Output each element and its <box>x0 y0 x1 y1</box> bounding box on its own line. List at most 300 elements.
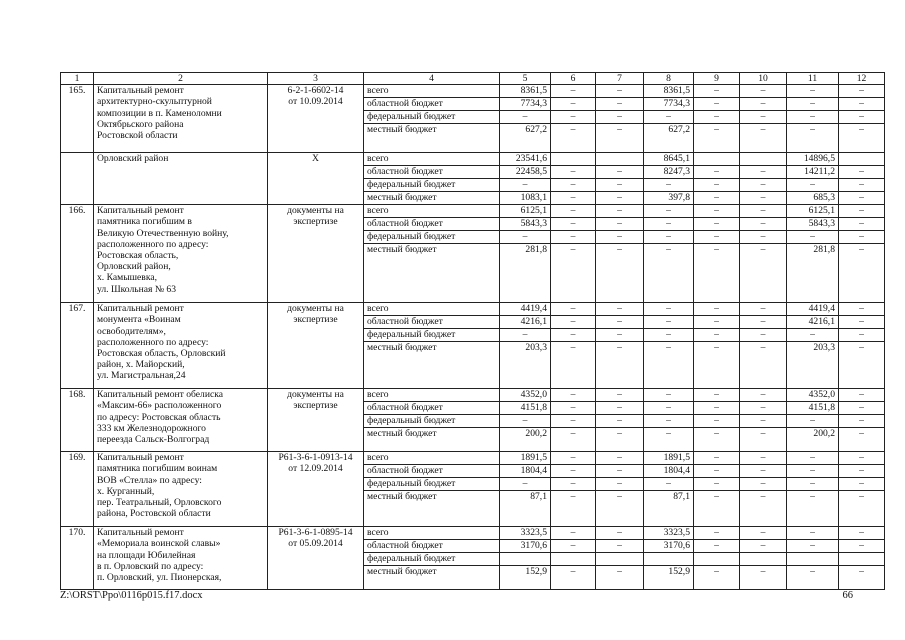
object-name-line: Капитальный ремонт <box>97 85 184 97</box>
amount-cell: – <box>596 124 644 153</box>
object-name <box>94 153 268 205</box>
expertise-document-line: от 10.09.2014 <box>288 96 343 108</box>
amount-cell: – <box>740 452 787 465</box>
amount-cell: – <box>694 85 740 98</box>
amount-cell: – <box>596 316 644 329</box>
amount-cell <box>500 553 551 566</box>
amount-cell: – <box>644 478 694 491</box>
budget-source: местный бюджет <box>364 124 500 153</box>
amount-cell: – <box>644 402 694 415</box>
amount-cell: – <box>839 124 885 153</box>
amount-cell: 4151,8 <box>500 402 551 415</box>
expertise-document-line: экспертизе <box>293 314 338 326</box>
amount-cell: – <box>551 389 596 402</box>
amount-cell: – <box>596 465 644 478</box>
amount-cell: – <box>551 428 596 452</box>
amount-cell: – <box>644 244 694 303</box>
amount-cell: – <box>839 566 885 590</box>
amount-cell: 3170,6 <box>500 540 551 553</box>
budget-source: местный бюджет <box>364 244 500 303</box>
amount-cell <box>694 553 740 566</box>
amount-cell: 1891,5 <box>500 452 551 465</box>
amount-cell: – <box>694 566 740 590</box>
amount-cell: – <box>694 231 740 244</box>
budget-source: местный бюджет <box>364 566 500 590</box>
object-name-line: Орловский район, <box>97 261 171 273</box>
amount-cell: – <box>551 205 596 218</box>
amount-cell: 1891,5 <box>644 452 694 465</box>
amount-cell: 14896,5 <box>787 153 839 166</box>
expertise-document-line: документы на <box>287 205 344 217</box>
amount-cell <box>839 153 885 166</box>
amount-cell: – <box>551 415 596 428</box>
amount-cell: – <box>740 231 787 244</box>
amount-cell: – <box>694 540 740 553</box>
budget-source: федеральный бюджет <box>364 329 500 342</box>
column-number-header: 7 <box>596 73 644 85</box>
amount-cell: – <box>644 415 694 428</box>
expertise-document-line: Р61-3-6-1-0913-14 <box>278 452 353 464</box>
column-number-header: 3 <box>268 73 364 85</box>
amount-cell: – <box>596 428 644 452</box>
object-name-line: Капитальный ремонт <box>97 303 184 315</box>
amount-cell: – <box>596 389 644 402</box>
amount-cell: 281,8 <box>787 244 839 303</box>
amount-cell: – <box>644 205 694 218</box>
amount-cell: 5843,3 <box>500 218 551 231</box>
object-name-line: Ростовская область, Орловский <box>97 348 226 360</box>
amount-cell: – <box>839 465 885 478</box>
amount-cell: – <box>596 527 644 540</box>
expertise-document <box>268 205 364 303</box>
amount-cell: 7734,3 <box>500 98 551 111</box>
footer-page-number: 66 <box>842 590 853 601</box>
amount-cell: – <box>551 491 596 527</box>
amount-cell: – <box>787 465 839 478</box>
amount-cell: – <box>740 124 787 153</box>
amount-cell: – <box>644 389 694 402</box>
amount-cell: – <box>551 527 596 540</box>
expertise-document-line: Р61-3-6-1-0895-14 <box>278 527 353 539</box>
amount-cell: – <box>839 402 885 415</box>
amount-cell: – <box>551 111 596 124</box>
amount-cell: – <box>694 342 740 389</box>
object-name-line: расположенного по адресу: <box>97 238 209 250</box>
column-number-header: 11 <box>787 73 839 85</box>
amount-cell: – <box>740 111 787 124</box>
column-number-header: 10 <box>740 73 787 85</box>
amount-cell: – <box>644 316 694 329</box>
object-name-line: «Максим-66» расположенного <box>97 400 222 412</box>
expertise-document <box>268 85 364 153</box>
amount-cell: 6125,1 <box>500 205 551 218</box>
amount-cell: – <box>500 478 551 491</box>
object-name-line: 333 км Железнодорожного <box>97 422 206 434</box>
object-name-line: ул. Магистральная,24 <box>97 370 186 382</box>
amount-cell: – <box>839 342 885 389</box>
object-name-line: ул. Школьная № 63 <box>97 283 176 295</box>
amount-cell: – <box>644 231 694 244</box>
amount-cell: 8247,3 <box>644 166 694 179</box>
column-number-header: 2 <box>94 73 268 85</box>
object-name <box>94 205 268 303</box>
amount-cell <box>787 553 839 566</box>
column-number-header: 12 <box>839 73 885 85</box>
amount-cell: – <box>596 98 644 111</box>
amount-cell: – <box>596 166 644 179</box>
amount-cell: – <box>839 166 885 179</box>
amount-cell: – <box>644 179 694 192</box>
amount-cell: – <box>596 205 644 218</box>
expertise-document <box>268 452 364 527</box>
budget-source: федеральный бюджет <box>364 231 500 244</box>
amount-cell: – <box>839 415 885 428</box>
amount-cell: – <box>787 415 839 428</box>
budget-source: областной бюджет <box>364 98 500 111</box>
amount-cell: – <box>551 124 596 153</box>
amount-cell: 200,2 <box>500 428 551 452</box>
amount-cell: 1083,1 <box>500 192 551 205</box>
amount-cell: 5843,3 <box>787 218 839 231</box>
amount-cell: – <box>740 303 787 316</box>
amount-cell: – <box>644 342 694 389</box>
amount-cell: – <box>551 166 596 179</box>
expertise-document <box>268 527 364 590</box>
row-number: 168. <box>61 389 94 452</box>
amount-cell: – <box>839 540 885 553</box>
object-name-line: ВОВ «Стелла» по адресу: <box>97 474 202 486</box>
budget-source: областной бюджет <box>364 402 500 415</box>
amount-cell: – <box>551 303 596 316</box>
amount-cell: – <box>596 566 644 590</box>
amount-cell: – <box>596 111 644 124</box>
amount-cell: 4419,4 <box>787 303 839 316</box>
amount-cell: – <box>551 179 596 192</box>
amount-cell: – <box>787 540 839 553</box>
amount-cell: – <box>787 478 839 491</box>
object-name <box>94 85 268 153</box>
amount-cell: – <box>787 179 839 192</box>
budget-source: всего <box>364 205 500 218</box>
row-number: 169. <box>61 452 94 527</box>
amount-cell: – <box>839 85 885 98</box>
expertise-document-line: Х <box>312 153 319 165</box>
amount-cell: 627,2 <box>500 124 551 153</box>
row-number <box>61 153 94 205</box>
object-name <box>94 389 268 452</box>
amount-cell: – <box>740 342 787 389</box>
amount-cell: – <box>596 478 644 491</box>
object-name-line: Капитальный ремонт <box>97 205 184 217</box>
amount-cell <box>839 553 885 566</box>
amount-cell: – <box>551 85 596 98</box>
amount-cell: – <box>740 428 787 452</box>
amount-cell: – <box>551 465 596 478</box>
object-name-line: на площади Юбилейная <box>97 549 196 561</box>
object-name-line: район, х. Майорский, <box>97 359 185 371</box>
column-number-header: 6 <box>551 73 596 85</box>
amount-cell: – <box>740 415 787 428</box>
object-name-line: пер. Театральный, Орловского <box>97 497 222 509</box>
table-row <box>61 85 885 98</box>
amount-cell: – <box>500 329 551 342</box>
amount-cell: 23541,6 <box>500 153 551 166</box>
table-row <box>61 153 885 166</box>
budget-source: областной бюджет <box>364 218 500 231</box>
object-name-line: памятника погибшим в <box>97 216 192 228</box>
amount-cell: 627,2 <box>644 124 694 153</box>
amount-cell: – <box>551 231 596 244</box>
amount-cell: – <box>596 179 644 192</box>
amount-cell: – <box>644 218 694 231</box>
amount-cell: – <box>787 85 839 98</box>
amount-cell: 203,3 <box>500 342 551 389</box>
amount-cell: 8361,5 <box>644 85 694 98</box>
row-number: 165. <box>61 85 94 153</box>
amount-cell: – <box>839 231 885 244</box>
amount-cell: – <box>740 329 787 342</box>
amount-cell: – <box>694 192 740 205</box>
amount-cell: – <box>644 111 694 124</box>
amount-cell: – <box>740 527 787 540</box>
amount-cell <box>596 153 644 166</box>
amount-cell: 22458,5 <box>500 166 551 179</box>
amount-cell: – <box>787 124 839 153</box>
budget-source: областной бюджет <box>364 540 500 553</box>
budget-source: федеральный бюджет <box>364 415 500 428</box>
amount-cell: – <box>596 303 644 316</box>
amount-cell: – <box>694 527 740 540</box>
column-number-header: 5 <box>500 73 551 85</box>
amount-cell: – <box>839 527 885 540</box>
amount-cell: – <box>694 124 740 153</box>
amount-cell: 87,1 <box>644 491 694 527</box>
amount-cell: 8361,5 <box>500 85 551 98</box>
amount-cell: – <box>740 389 787 402</box>
object-name-line: Великую Отечественную войну, <box>97 227 229 239</box>
expertise-document-line: экспертизе <box>293 400 338 412</box>
object-name <box>94 303 268 389</box>
object-name-line: Капитальный ремонт <box>97 452 184 464</box>
budget-source: федеральный бюджет <box>364 111 500 124</box>
budget-source: всего <box>364 527 500 540</box>
budget-source: областной бюджет <box>364 465 500 478</box>
amount-cell: – <box>787 111 839 124</box>
amount-cell: – <box>694 389 740 402</box>
object-name-line: памятника погибшим воинам <box>97 463 218 475</box>
amount-cell: – <box>740 244 787 303</box>
expertise-document-line: документы на <box>287 389 344 401</box>
amount-cell: – <box>787 452 839 465</box>
row-number: 166. <box>61 205 94 303</box>
expertise-document <box>268 303 364 389</box>
budget-source: местный бюджет <box>364 428 500 452</box>
amount-cell: – <box>644 329 694 342</box>
object-name-line: Орловский район <box>97 153 169 165</box>
amount-cell: – <box>740 478 787 491</box>
object-name-line: архитектурно-скульптурной <box>97 96 212 108</box>
amount-cell: – <box>839 478 885 491</box>
amount-cell: 4352,0 <box>787 389 839 402</box>
amount-cell: 4419,4 <box>500 303 551 316</box>
object-name-line: по адресу: Ростовская область <box>97 411 221 423</box>
table-row <box>61 452 885 465</box>
object-name-line: монумента «Воинам <box>97 314 181 326</box>
object-name <box>94 452 268 527</box>
object-name-line: Капитальный ремонт обелиска <box>97 389 224 401</box>
expertise-document <box>268 389 364 452</box>
budget-source: федеральный бюджет <box>364 179 500 192</box>
amount-cell: – <box>551 342 596 389</box>
amount-cell: 152,9 <box>644 566 694 590</box>
budget-source: всего <box>364 85 500 98</box>
amount-cell: – <box>839 428 885 452</box>
object-name-line: освободителям», <box>97 325 166 337</box>
amount-cell: – <box>551 218 596 231</box>
amount-cell: 3323,5 <box>644 527 694 540</box>
amount-cell: – <box>740 491 787 527</box>
amount-cell: 3170,6 <box>644 540 694 553</box>
amount-cell: 152,9 <box>500 566 551 590</box>
row-number: 170. <box>61 527 94 590</box>
amount-cell: – <box>644 428 694 452</box>
amount-cell: 8645,1 <box>644 153 694 166</box>
amount-cell: – <box>551 566 596 590</box>
amount-cell: 200,2 <box>787 428 839 452</box>
object-name-line: Капитальный ремонт <box>97 527 184 539</box>
amount-cell: – <box>596 329 644 342</box>
amount-cell: – <box>694 303 740 316</box>
budget-source: федеральный бюджет <box>364 478 500 491</box>
expertise-document-line: документы на <box>287 303 344 315</box>
object-name-line: «Мемориала воинской славы» <box>97 538 221 550</box>
amount-cell: – <box>740 179 787 192</box>
amount-cell: – <box>839 244 885 303</box>
amount-cell <box>740 553 787 566</box>
amount-cell: – <box>694 402 740 415</box>
object-name-line: Ростовская область, <box>97 250 179 262</box>
amount-cell: 4216,1 <box>500 316 551 329</box>
table-row <box>61 389 885 402</box>
amount-cell: – <box>694 205 740 218</box>
budget-table <box>60 72 885 590</box>
amount-cell: 4352,0 <box>500 389 551 402</box>
budget-source: областной бюджет <box>364 166 500 179</box>
expertise-document-line: экспертизе <box>293 216 338 228</box>
amount-cell: – <box>551 244 596 303</box>
amount-cell: 203,3 <box>787 342 839 389</box>
column-number-header: 4 <box>364 73 500 85</box>
column-number-header: 8 <box>644 73 694 85</box>
budget-source: местный бюджет <box>364 491 500 527</box>
object-name-line: расположенного по адресу: <box>97 336 209 348</box>
amount-cell: 14211,2 <box>787 166 839 179</box>
table-row <box>61 205 885 218</box>
amount-cell: – <box>839 491 885 527</box>
amount-cell: 1804,4 <box>644 465 694 478</box>
budget-source: всего <box>364 452 500 465</box>
object-name-line: п. Орловский, ул. Пионерская, <box>97 572 222 584</box>
amount-cell: – <box>839 111 885 124</box>
column-number-header: 1 <box>61 73 94 85</box>
amount-cell: – <box>839 452 885 465</box>
amount-cell: – <box>740 540 787 553</box>
amount-cell: – <box>839 329 885 342</box>
amount-cell: – <box>551 316 596 329</box>
table-row <box>61 303 885 316</box>
amount-cell: – <box>740 316 787 329</box>
object-name-line: Октябрьского района <box>97 118 184 130</box>
amount-cell: 4151,8 <box>787 402 839 415</box>
expertise-document-line: 6-2-1-6602-14 <box>287 85 344 97</box>
amount-cell: – <box>740 85 787 98</box>
amount-cell: – <box>596 192 644 205</box>
amount-cell <box>551 153 596 166</box>
amount-cell: – <box>500 415 551 428</box>
amount-cell <box>551 553 596 566</box>
object-name <box>94 527 268 590</box>
amount-cell: – <box>740 192 787 205</box>
amount-cell: – <box>551 98 596 111</box>
amount-cell: – <box>551 478 596 491</box>
row-number: 167. <box>61 303 94 389</box>
amount-cell <box>740 153 787 166</box>
amount-cell: 7734,3 <box>644 98 694 111</box>
amount-cell: – <box>500 179 551 192</box>
object-name-line: переезда Сальск-Волгоград <box>97 434 210 446</box>
amount-cell: – <box>551 329 596 342</box>
amount-cell: – <box>787 527 839 540</box>
amount-cell: – <box>694 244 740 303</box>
object-name-line: х. Камышевка, <box>97 272 157 284</box>
amount-cell: – <box>551 452 596 465</box>
amount-cell: – <box>839 205 885 218</box>
object-name-line: района, Ростовской области <box>97 508 211 520</box>
budget-source: всего <box>364 389 500 402</box>
amount-cell: 685,3 <box>787 192 839 205</box>
amount-cell: – <box>694 428 740 452</box>
budget-source: всего <box>364 153 500 166</box>
amount-cell: – <box>740 218 787 231</box>
amount-cell: 87,1 <box>500 491 551 527</box>
amount-cell: – <box>740 205 787 218</box>
table-row <box>61 527 885 540</box>
budget-source: местный бюджет <box>364 342 500 389</box>
amount-cell: – <box>596 244 644 303</box>
amount-cell: – <box>694 465 740 478</box>
amount-cell: – <box>596 231 644 244</box>
amount-cell: – <box>694 316 740 329</box>
amount-cell: – <box>694 166 740 179</box>
amount-cell: 1804,4 <box>500 465 551 478</box>
budget-source: федеральный бюджет <box>364 553 500 566</box>
amount-cell: – <box>694 415 740 428</box>
amount-cell: 4216,1 <box>787 316 839 329</box>
amount-cell: – <box>740 166 787 179</box>
amount-cell: – <box>551 192 596 205</box>
amount-cell: – <box>694 478 740 491</box>
amount-cell: – <box>694 218 740 231</box>
amount-cell: – <box>551 540 596 553</box>
amount-cell: – <box>596 540 644 553</box>
amount-cell: – <box>839 218 885 231</box>
amount-cell: 281,8 <box>500 244 551 303</box>
budget-source: всего <box>364 303 500 316</box>
expertise-document <box>268 153 364 205</box>
amount-cell: – <box>787 329 839 342</box>
amount-cell: – <box>500 111 551 124</box>
header-row <box>61 73 885 85</box>
